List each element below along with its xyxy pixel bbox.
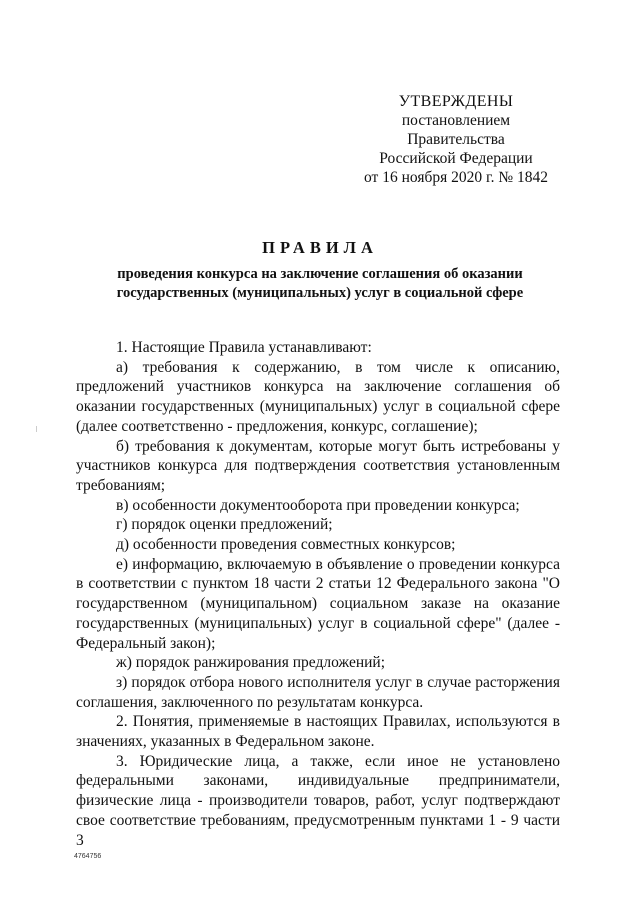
approval-line-1: постановлением Правительства <box>401 112 511 148</box>
paragraph-1g: ж) порядок ранжирования предложений; <box>116 654 386 672</box>
paragraph-3: 3. Юридические лица, а также, если иное не установлено федеральными законами, индивидуальные предприниматели, физические лица - производители товаров, работ, услуг подтверждают свое соответствие требованиям, предусмотренным пунктами 1 - 9 части 3 <box>76 752 560 849</box>
paragraph-2: 2. Понятия, применяемые в настоящих Правилах, используются в значениях, указанных в Федеральном законе. <box>76 713 560 751</box>
subtitle-line-2: государственных (муниципальных) услуг в социальной сфере <box>116 285 524 301</box>
paragraph-1h: з) порядок отбора нового исполнителя услуг в случае расторжения соглашения, заключенного по результатам конкурса. <box>76 673 560 711</box>
paragraph-1b: б) требования к документам, которые могут быть истребованы у участников конкурса для подтверждения соответствия установленным требованиям; <box>76 437 560 494</box>
margin-mark <box>36 426 37 432</box>
paragraph-1c: в) особенности документооборота при проведении конкурса; <box>116 496 520 514</box>
paragraph-1f: е) информацию, включаемую в объявление о проведении конкурса в соответствии с пунктом 18 части 2 статьи 12 Федерального закона "О государственном (муниципальном) социальном заказе на оказание государственных (муниципальных) услуг в социальной сфере" (далее - Федеральный закон); <box>76 555 560 652</box>
approval-line-2: Российской Федерации <box>379 150 533 167</box>
document-title: ПРАВИЛА <box>262 238 378 257</box>
subtitle-line-1: проведения конкурса на заключение соглашения об оказании <box>117 266 523 282</box>
document-id: 4764756 <box>74 853 102 860</box>
document-subtitle <box>80 265 560 303</box>
document-body <box>76 338 560 850</box>
approval-line-3: от 16 ноября 2020 г. № 1842 <box>364 169 548 186</box>
paragraph-1d: г) порядок оценки предложений; <box>116 516 333 534</box>
paragraph-1a: а) требования к содержанию, в том числе к описанию, предложений участников конкурса на заключение соглашения об оказании государственных (муниципальных) услуг в социальной сфере (далее соответственно - предложения, конкурс, соглашение); <box>76 358 560 435</box>
approval-stamp <box>356 92 556 187</box>
approval-title: УТВЕРЖДЕНЫ <box>398 93 514 110</box>
paragraph-1: 1. Настоящие Правила устанавливают: <box>116 339 372 356</box>
paragraph-1e: д) особенности проведения совместных конкурсов; <box>116 536 456 554</box>
